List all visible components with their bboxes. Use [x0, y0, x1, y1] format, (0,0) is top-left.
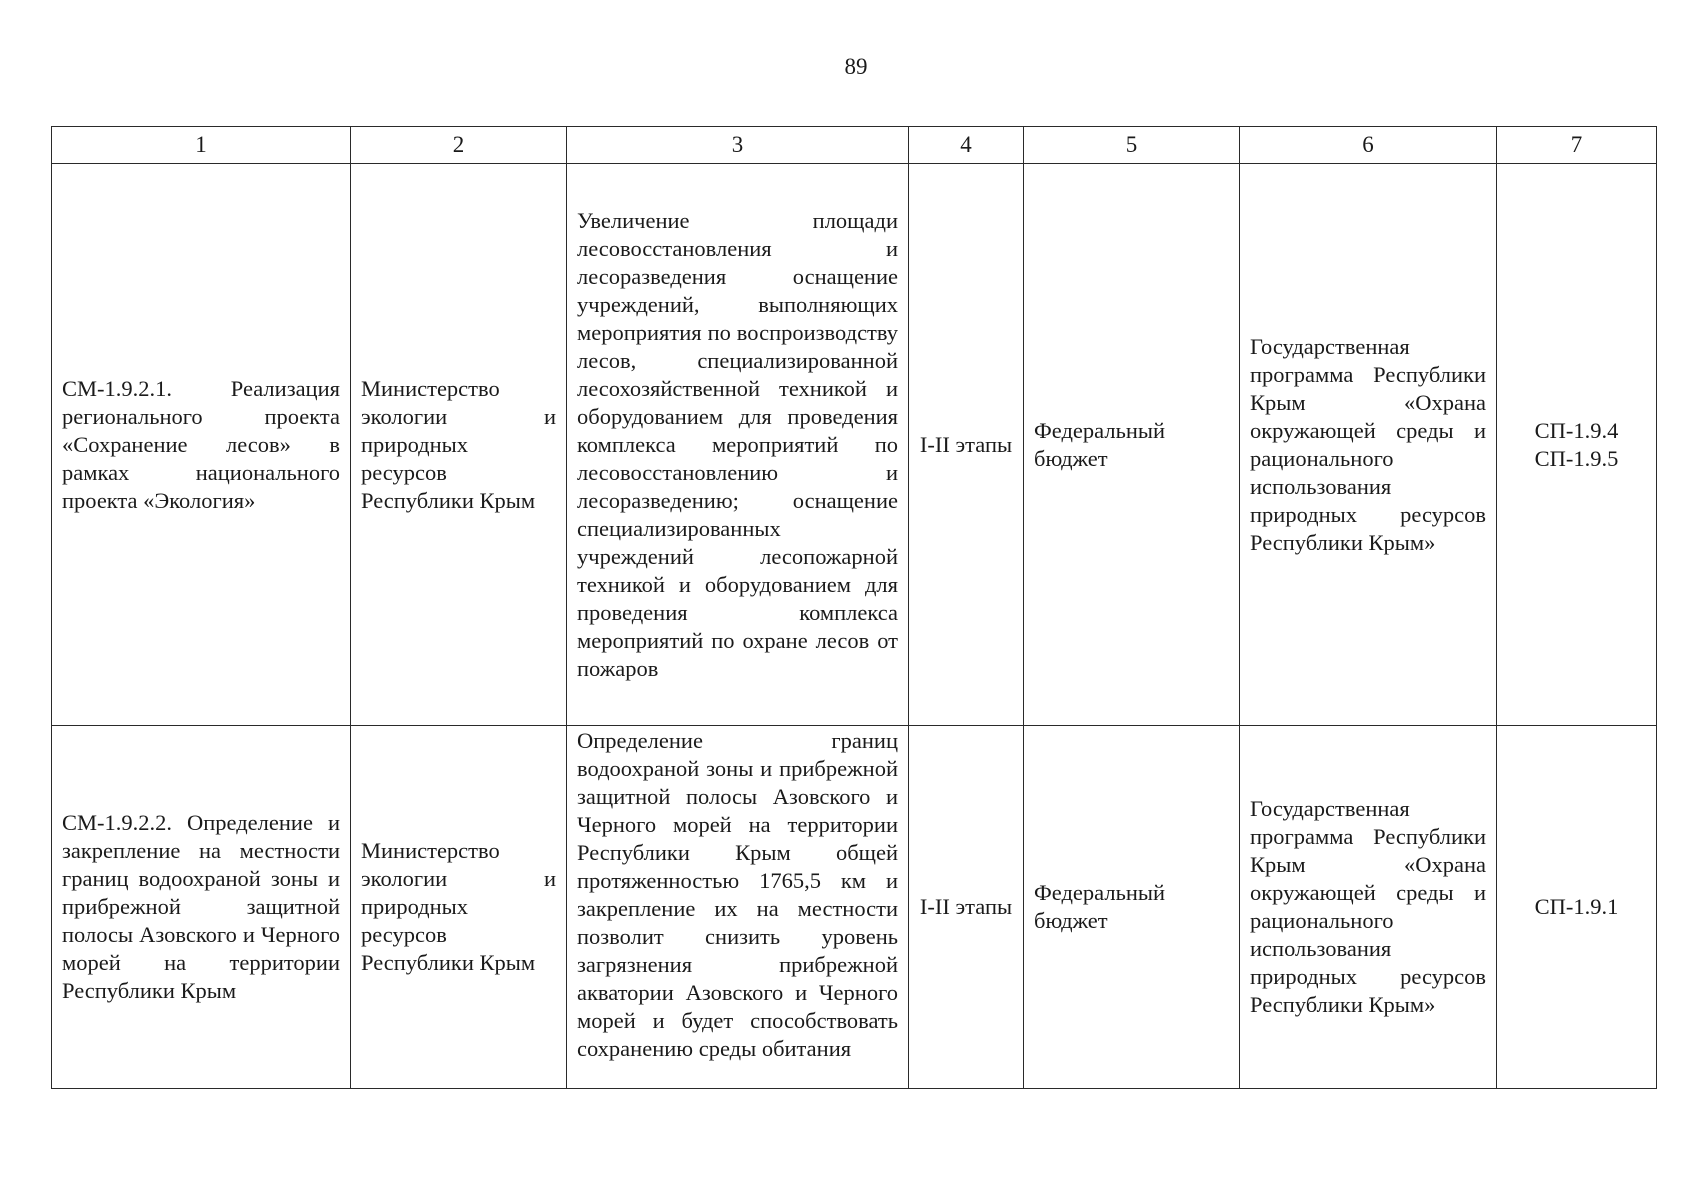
codes-cell	[1497, 726, 1657, 1089]
column-header: 6	[1240, 127, 1497, 164]
measure-cell: СМ-1.9.2.2. Определение и закрепление на местности границ водоохраной зоны и прибрежной защитной полосы Азовского и Черного морей на территории Республики Крым	[52, 726, 351, 1089]
executor-cell: Министерство экологии и природных ресурсов Республики Крым	[351, 726, 567, 1089]
result-text: Определение границ водоохраной зоны и прибрежной защитной полосы Азовского и Черного морей на территории Республики Крым общей протяженностью 1765,5 км и закрепление их на местности позволит снизить уровень загрязнения прибрежной акватории Азовского и Черного морей и будет способствовать сохранению среды обитания	[577, 728, 898, 1061]
column-header: 4	[909, 127, 1024, 164]
funding-cell: Федеральный бюджет	[1024, 726, 1240, 1089]
executor-cell: Министерство экологии и природных ресурсов Республики Крым	[351, 164, 567, 726]
measures-table	[51, 126, 1657, 1089]
stages-cell: I-II этапы	[909, 164, 1024, 726]
table-row	[52, 164, 1657, 726]
result-cell: Увеличение площади лесовосстановления и лесоразведения оснащение учреждений, выполняющих мероприятия по воспроизводству лесов, специализированной лесохозяйственной техникой и оборудованием для проведения комплекса мероприятий по лесовосстановлению и лесоразведению; оснащение специализированных учреждений лесопожарной техникой и оборудованием для проведения комплекса мероприятий по охране лесов от пожаров	[567, 164, 909, 726]
column-header: 3	[567, 127, 909, 164]
column-header: 1	[52, 127, 351, 164]
program-cell: Государственная программа Республики Крым «Охрана окружающей среды и рационального использования природных ресурсов Республики Крым»	[1240, 726, 1497, 1089]
column-header: 7	[1497, 127, 1657, 164]
page-number: 89	[844, 54, 868, 79]
measure-cell: СМ-1.9.2.1. Реализация регионального проекта «Сохранение лесов» в рамках национального проекта «Экология»	[52, 164, 351, 726]
code-item: СП-1.9.1	[1534, 894, 1619, 919]
table-row	[52, 726, 1657, 1089]
table-header-row	[52, 127, 1657, 164]
column-header: 2	[351, 127, 567, 164]
stages-cell: I-II этапы	[909, 726, 1024, 1089]
program-cell: Государственная программа Республики Крым «Охрана окружающей среды и рационального использования природных ресурсов Республики Крым»	[1240, 164, 1497, 726]
code-item: СП-1.9.5	[1534, 445, 1619, 471]
result-cell	[567, 726, 909, 1089]
codes-cell	[1497, 164, 1657, 726]
code-item: СП-1.9.4	[1534, 417, 1619, 443]
funding-cell: Федеральный бюджет	[1024, 164, 1240, 726]
column-header: 5	[1024, 127, 1240, 164]
